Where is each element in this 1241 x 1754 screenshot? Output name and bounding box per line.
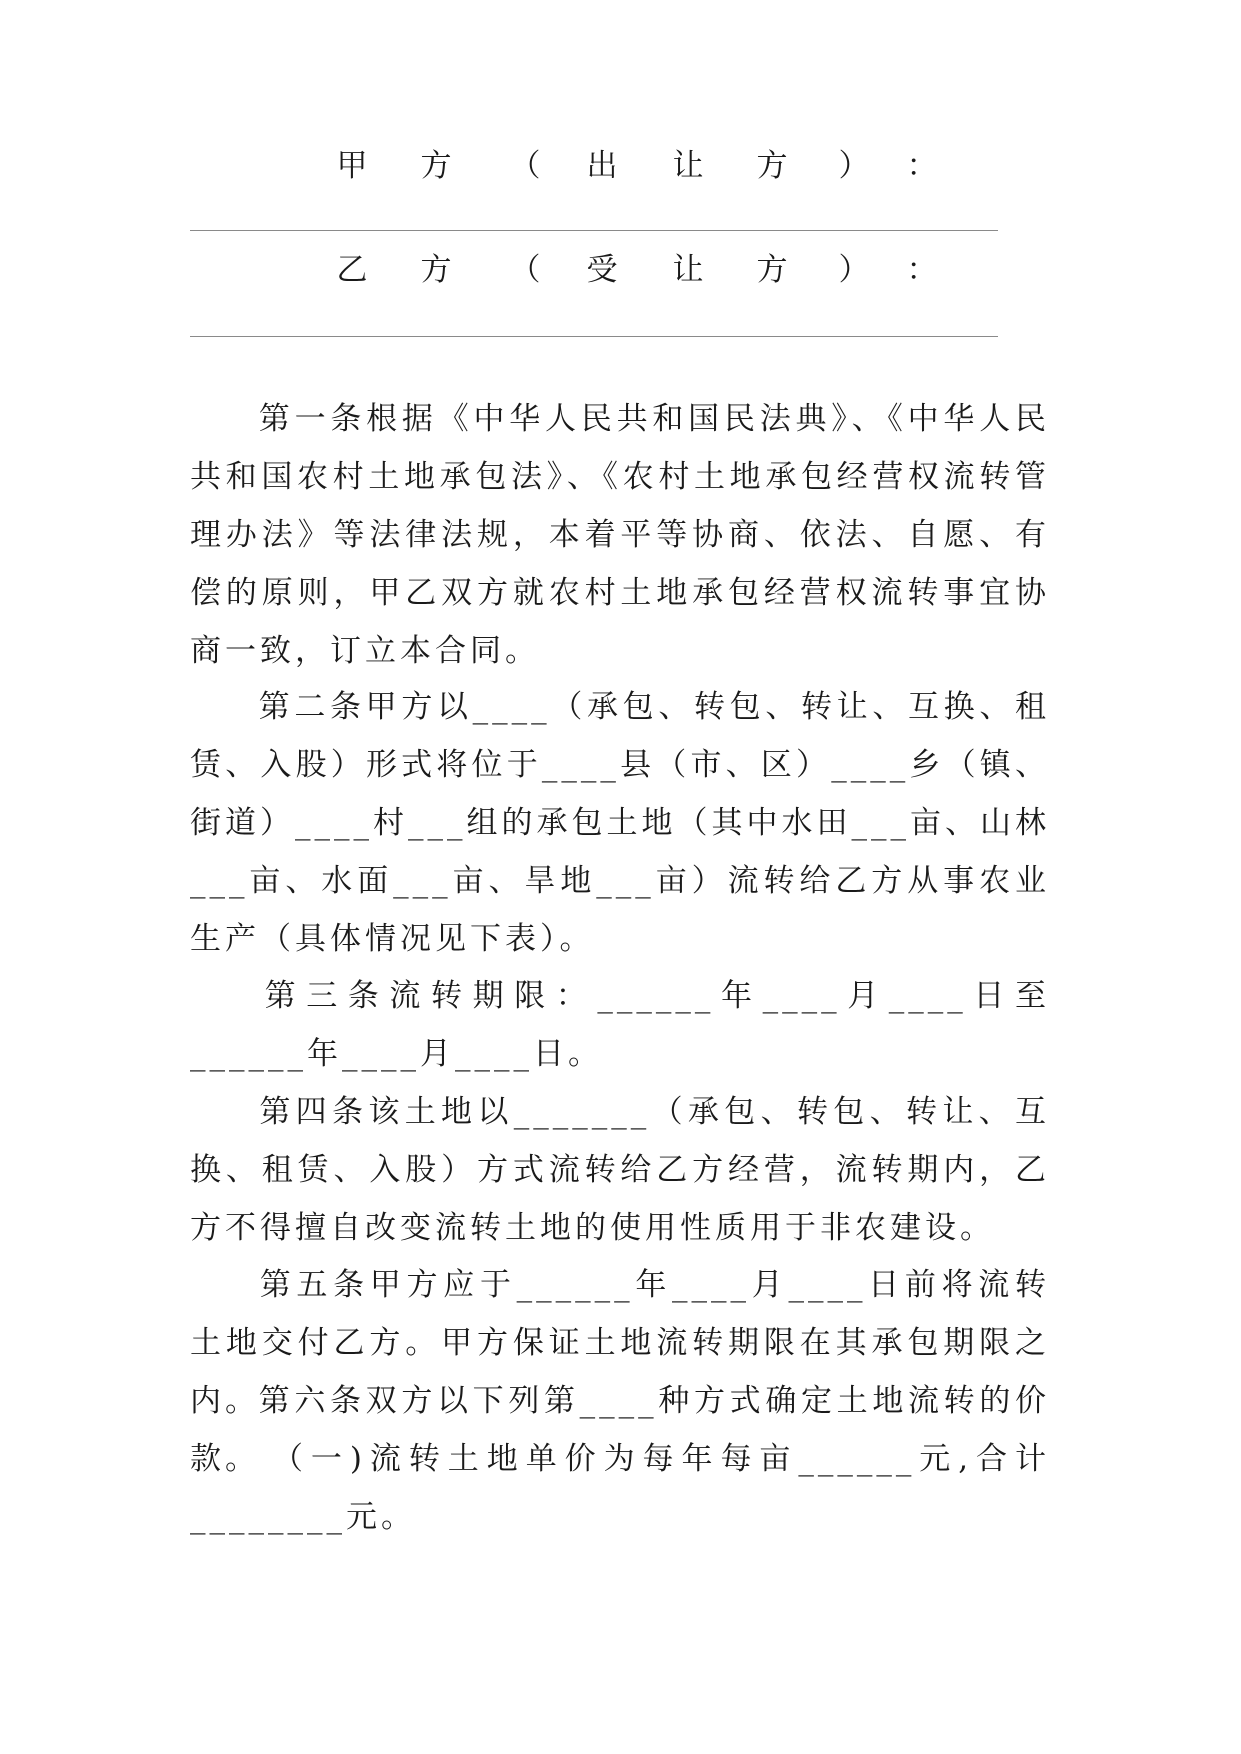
party-b-char: 让 [672, 252, 704, 288]
article-3 [190, 967, 1050, 1083]
party-a-char: ） [838, 148, 870, 184]
party-a-char: 让 [672, 148, 704, 184]
party-a-underline [190, 230, 998, 231]
article-text: 第三条流转期限：______年____月____日至______年____月____日。 [190, 978, 1050, 1072]
article-text: 第五条甲方应于______年____月____日前将流转土地交付乙方。甲方保证土地流转期限在其承包期限之内。 [190, 1267, 1050, 1419]
article-4 [190, 1083, 1050, 1257]
article-text: 第二条甲方以____（承包、转包、转让、互换、租赁、入股）形式将位于____县（市、区）____乡（镇、街道）____村___组的承包土地（其中水田___亩、山林___亩、水面___亩、旱地___亩）流转给乙方从事农业生产（具体情况见下表）。 [190, 689, 1050, 957]
article-text: （一)流转土地单价为每年每亩______元,合计________元。 [190, 1441, 1050, 1535]
party-b-char: （ [509, 252, 541, 288]
party-b-char: 方 [420, 252, 452, 288]
party-b-underline [190, 336, 998, 337]
party-a-char: 方 [420, 148, 452, 184]
party-b-char: 受 [586, 252, 618, 288]
party-b-char: 乙 [336, 252, 368, 288]
party-b-char: 方 [756, 252, 788, 288]
party-b-char: ： [906, 252, 938, 288]
party-a-char: 出 [586, 148, 618, 184]
party-a-line [0, 141, 1241, 191]
party-b-line [0, 245, 1241, 295]
party-a-char: ： [906, 148, 938, 184]
article-text: 第六条双方以下列第____种方式确定土地流转的价款。 [190, 1383, 1050, 1477]
party-a-char: 方 [756, 148, 788, 184]
article-text: 第四条该土地以_______（承包、转包、转让、互换、租赁、入股）方式流转给乙方经营，流转期内，乙方不得擅自改变流转土地的使用性质用于非农建设。 [190, 1094, 1050, 1246]
party-a-char: （ [509, 148, 541, 184]
article-1 [190, 390, 1050, 680]
party-b-char: ） [838, 252, 870, 288]
party-a-char: 甲 [336, 148, 368, 184]
article-text: 第一条根据《中华人民共和国民法典》、《中华人民共和国农村土地承包法》、《农村土地承包经营权流转管理办法》等法律法规，本着平等协商、依法、自愿、有偿的原则，甲乙双方就农村土地承包经营权流转事宜协商一致，订立本合同。 [190, 401, 1050, 669]
article-2 [190, 678, 1050, 968]
article-6-option-1 [190, 1430, 1050, 1546]
